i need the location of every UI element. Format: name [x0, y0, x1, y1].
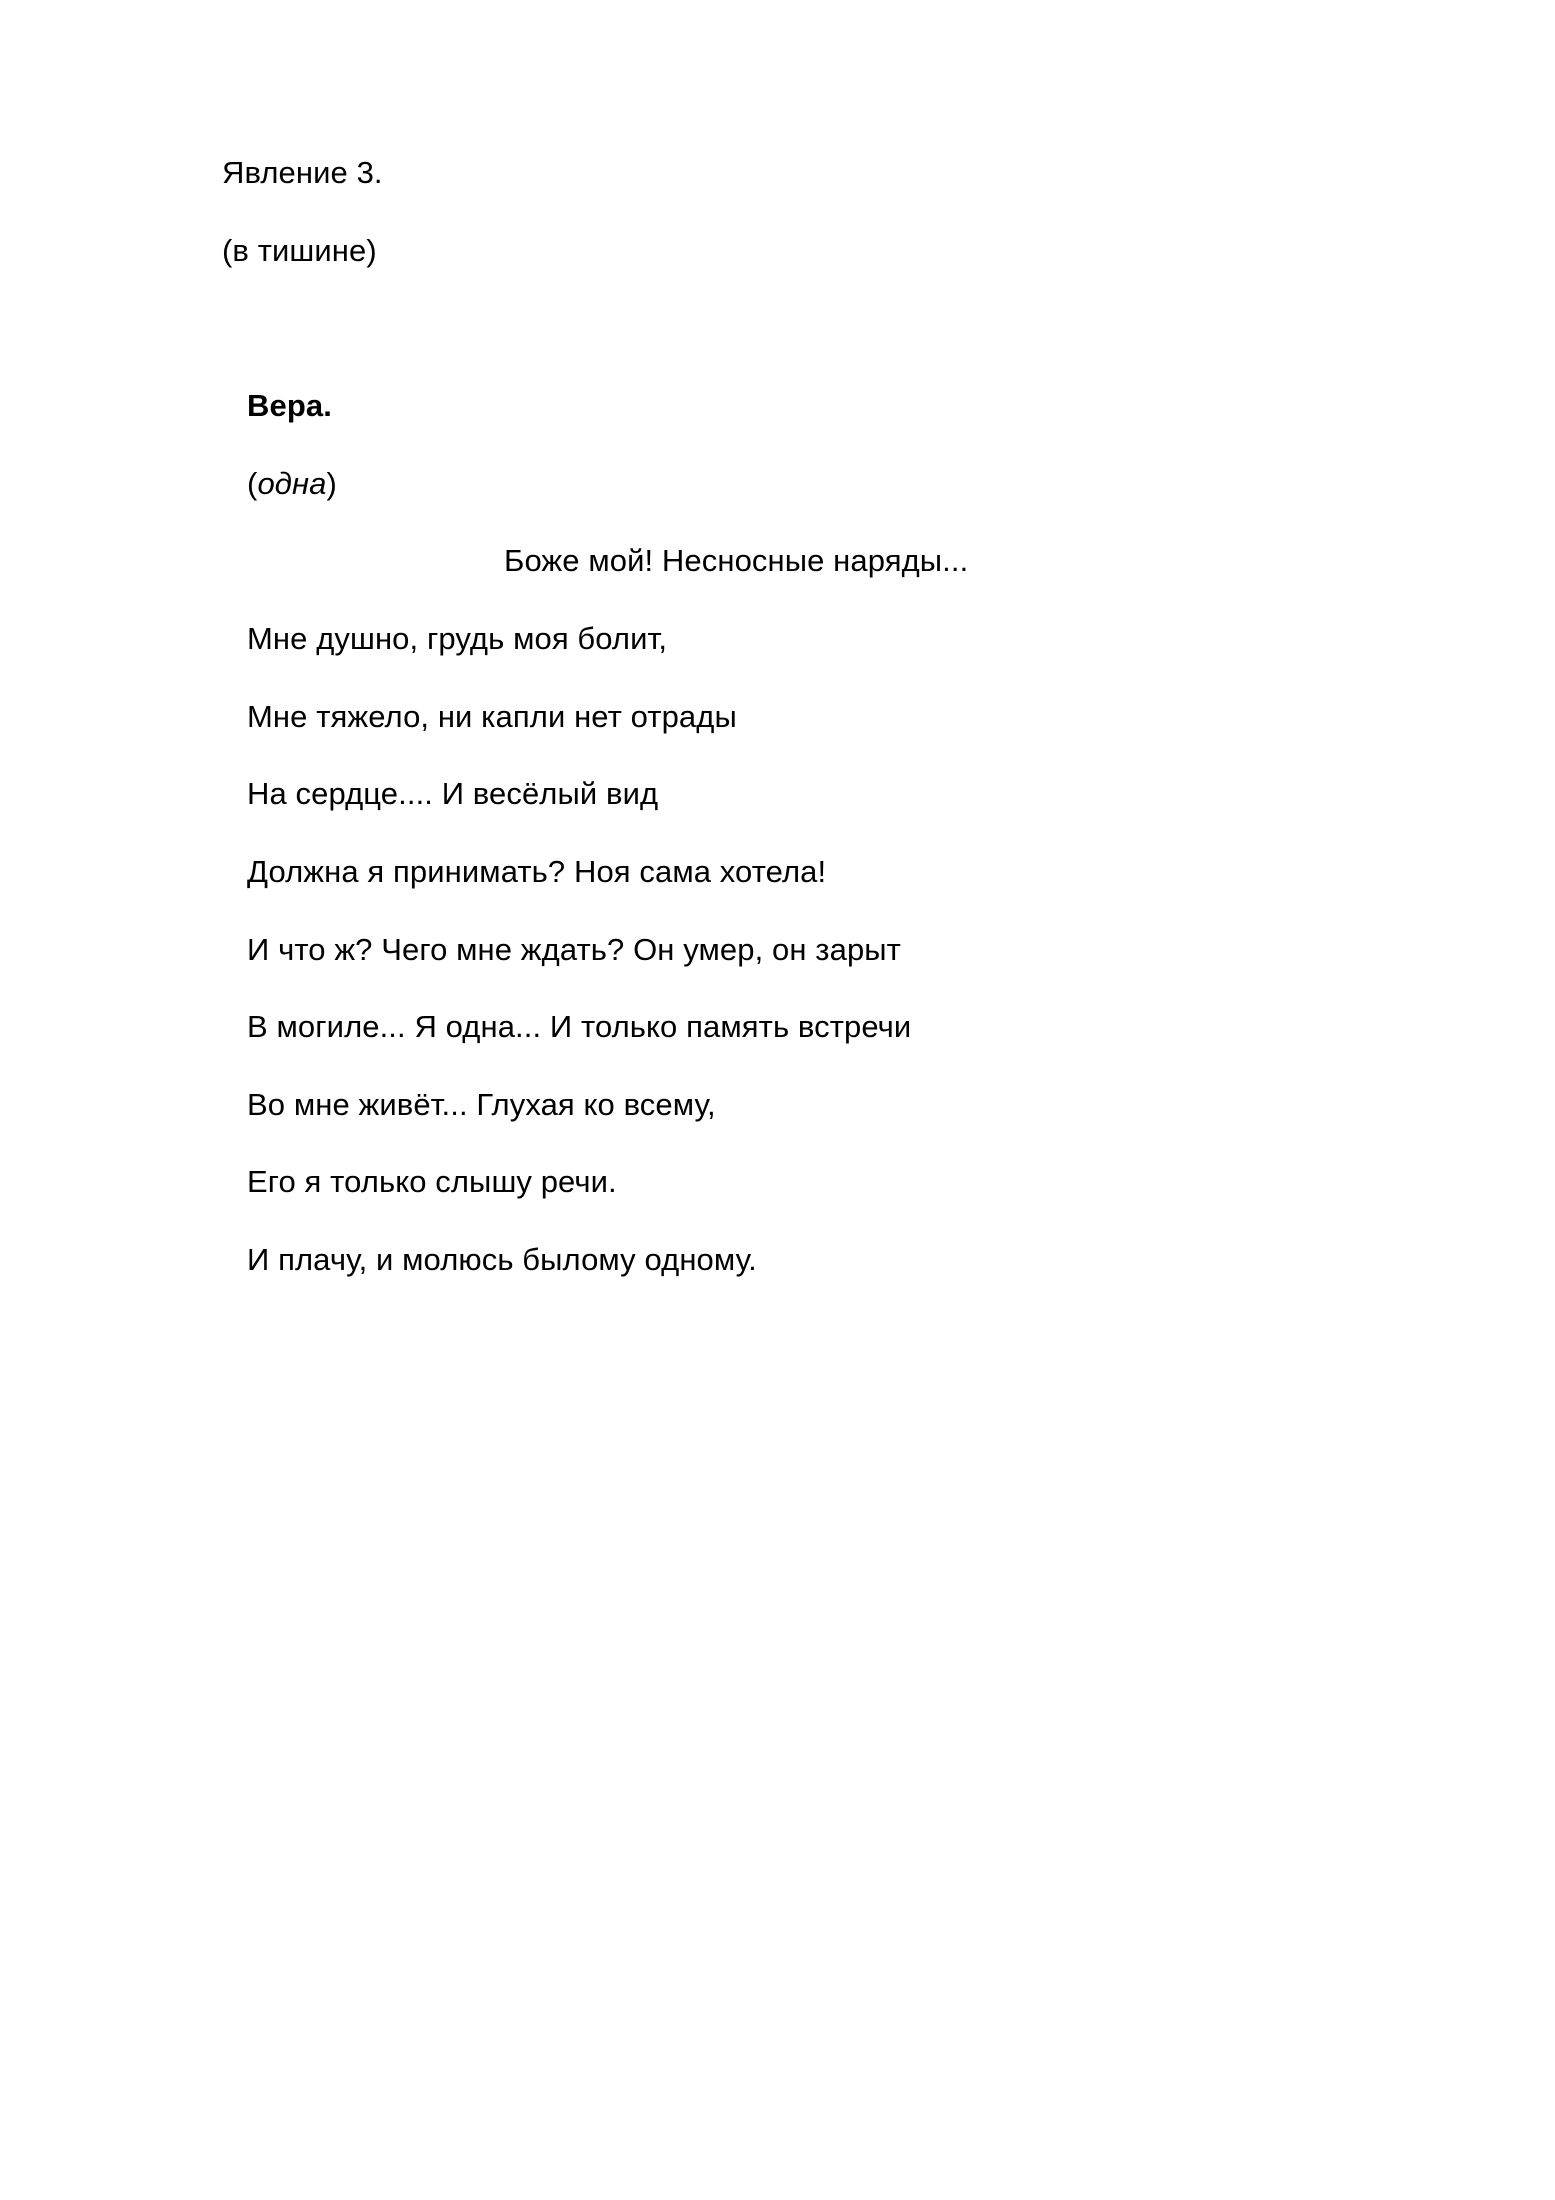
- verse-line: В могиле... Я одна... И только память встречи: [247, 1009, 912, 1044]
- verse-line: И что ж? Чего мне ждать? Он умер, он зарыт: [247, 932, 901, 967]
- stage-direction-close: ): [326, 466, 337, 501]
- verse-line: Должна я принимать? Ноя сама хотела!: [247, 854, 827, 889]
- scene-direction: (в тишине): [222, 233, 377, 268]
- speaker-name: Вера.: [247, 388, 332, 423]
- verse-line: И плачу, и молюсь былому одному.: [247, 1242, 757, 1277]
- stage-direction: [247, 464, 337, 504]
- verse-line: Его я только слышу речи.: [247, 1164, 617, 1199]
- stage-direction-open: (: [247, 466, 258, 501]
- verse-line: Мне тяжело, ни капли нет отрады: [247, 699, 737, 734]
- verse-line: Во мне живёт... Глухая ко всему,: [247, 1087, 716, 1122]
- stage-direction-text: одна: [257, 466, 327, 501]
- verse-line: На сердце.... И весёлый вид: [247, 776, 659, 811]
- verse-first-line: Боже мой! Несносные наряды...: [504, 543, 969, 578]
- scene-heading: Явление 3.: [222, 155, 383, 190]
- verse-line: Мне душно, грудь моя болит,: [247, 621, 668, 656]
